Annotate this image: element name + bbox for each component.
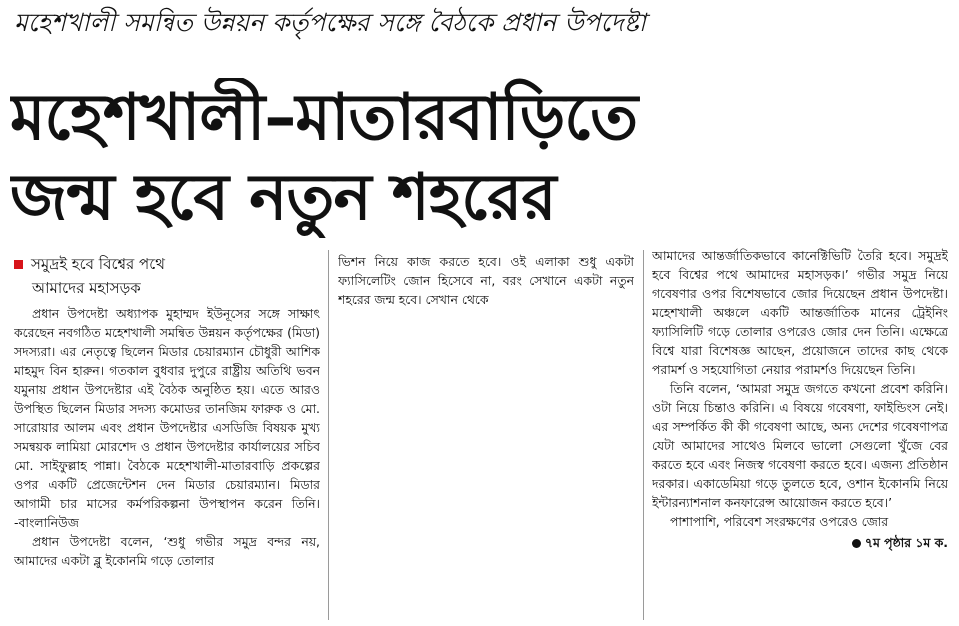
paragraph: প্রধান উপদেষ্টা বলেন, ‘শুধু গভীর সমুদ্র বন্দর নয়, আমাদের একটা ব্লু ইকোনমি গড়ে তোলার [14,534,320,568]
bullet-dot-icon [852,539,861,548]
article-column-3 [652,246,948,622]
continuation-note [652,533,948,552]
paragraph: ভিশন নিয়ে কাজ করতে হবে। ওই এলাকা শুধু একটা ফ্যাসিলেটিং জোন হিসেবে না, বরং সেখানে একটা নতুন শহরের জন্ম হবে। সেখান থেকে [338,254,634,307]
article-column-1 [14,246,320,622]
headline-line-1: মহেশখালী–মাতারবাড়িতে [10,81,638,155]
continuation-text: ৭ম পৃষ্ঠার ১ম ক. [864,535,948,550]
column-divider-2 [643,250,644,620]
headline [10,78,950,238]
subheading-line-2: আমাদের মহাসড়ক [32,279,141,297]
subheading [14,252,320,300]
article-column-2 [338,252,634,622]
subheading-line-1: সমুদ্রই হবে বিশ্বের পথে [31,255,165,273]
kicker-line: মহেশখালী সমন্বিত উন্নয়ন কর্তৃপক্ষের সঙ্গে বৈঠকে প্রধান উপদেষ্টা [14,8,646,37]
paragraph: পাশাপাশি, পরিবেশ সংরক্ষণের ওপরেও জোর [670,514,889,529]
headline-line-2: জন্ম হবে নতুন শহরের [10,161,556,235]
paragraph: প্রধান উপদেষ্টা অধ্যাপক মুহাম্মদ ইউনূসের সঙ্গে সাক্ষাৎ করেছেন নবগঠিত মহেশখালী সমন্বিত উন্নয়ন কর্তৃপক্ষের (মিডা) সদস্যরা। এর নেতৃত্বে ছিলেন মিডার চেয়ারম্যান চৌধুরী আশিক মাহমুদ বিন হারুন। গতকাল বুধবার দুপুরে রাষ্ট্রীয় অতিথি ভবন যমুনায় প্রধান উপদেষ্টার এই বৈঠক অনুষ্ঠিত হয়। এতে আরও উপস্থিত ছিলেন মিডার সদস্য কমোডর তানজিম ফারুক ও মো. সারোয়ার আলম এবং প্রধান উপদেষ্টার এসডিজি বিষয়ক মুখ্য সমন্বয়ক লামিয়া মোরশেদ ও প্রধান উপদেষ্টার কার্যালয়ের সচিব মো. সাইফুল্লাহ পান্না। বৈঠকে মহেশখালী-মাতারবাড়ি প্রকল্পের ওপর একটি প্রেজেন্টেশন দেন মিডার চেয়ারম্যান। মিডার আগামী চার মাসের কর্মপরিকল্পনা উপস্থাপন করেন তিনি। -বাংলানিউজ [14,306,320,530]
paragraph: তিনি বলেন, ‘আমরা সমুদ্র জগতে কখনো প্রবেশ করিনি। ওটা নিয়ে চিন্তাও করিনি। এ বিষয়ে গবেষণা, ফাইন্ডিংস নেই। এর সম্পর্কিত কী কী গবেষণা আছে, অন্য দেশের গবেষণাপত্র যেটা আমাদের সাথেও মিলবে ভালো সেগুলো খুঁজে বের করতে হবে এবং নিজস্ব গবেষণা করতে হবে। এজন্য প্রতিষ্ঠান দরকার। একাডেমিয়া গড়ে তুলতে হবে, ওশান ইকোনমি নিয়ে ইন্টারন্যাশনাল কনফারেন্স আয়োজন করতে হবে।’ [652,381,948,510]
paragraph: আমাদের আন্তর্জাতিকভাবে কানেক্টিভিটি তৈরি হবে। সমুদ্রই হবে বিশ্বের পথে আমাদের মহাসড়ক।’ গভীর সমুদ্র নিয়ে গবেষণার ওপর বিশেষভাবে জোর দিয়েছেন প্রধান উপদেষ্টা। মহেশখালী অঞ্চলে একটি আন্তর্জাতিক মানের ট্রেইনিং ফ্যাসিলিটি গড়ে তোলার ওপরেও জোর দেন তিনি। এক্ষেত্রে বিশ্বে যারা বিশেষজ্ঞ আছেন, প্রয়োজনে তাদের কাছ থেকে পরামর্শ ও সহযোগিতা নেয়ার পরামর্শও দিয়েছেন তিনি। [652,248,948,377]
red-square-bullet-icon [14,260,23,269]
column-divider-1 [328,250,329,620]
